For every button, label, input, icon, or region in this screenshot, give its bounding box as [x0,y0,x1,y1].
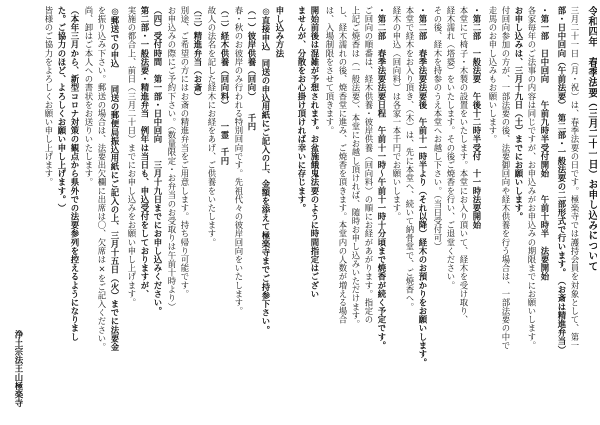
text-column: 別途、ご希望の方にはお斎の精進弁当をご用意します。持ち帰り可能です。 [180,6,190,299]
text-column: 尚、卸はご本人への書状をお送りいたします。 [84,6,94,187]
text-column: （四）受付時間 第一部・日中回向 三月十九日までにお申し込みください。 [153,6,163,316]
text-column: 付回向参加の方が、一部法要の後、法要御回向や経木供養を行う場合は、一部法要の中で [501,6,511,350]
text-column: 経木濡れ（塔婆）をいたします。その後ご焼香を行い、ご退堂ください。 [446,6,456,290]
text-column: （一）彼岸供養（回向） 千円 [247,6,257,131]
text-column: ご回向の順番は、経木供養・彼岸供養（回向料）の順にお経があがります。指定の [364,6,374,324]
text-column: ◎直接申込 同送の申込用紙にご記入の上、金額を添えて極楽寺までご持参下さい。 [261,6,271,335]
text-column: （二）経木供養（回向料） 一霊 千円 [220,6,230,166]
text-column: 第二部・一般法要・精進弁当 例年は当日も、申込受付をしておりますが、 [140,6,150,299]
document-title: 令和四年 春季法要（三月二十一日）お申し込みについて [586,6,597,272]
text-column: 三月二十一日（月・祝）は、春季法要の日です。極楽寺では護持会員を対象として、第一 [570,6,580,350]
text-column: ・第二部 春季法要法要後 午前十一時半より（それ以降）経木のお預かりをお願いします。 [418,6,428,367]
text-column: お申込みの際にご予約下さい。（数量限定・お弁当のお受取りは午前十時より） [167,6,177,312]
text-column: 本堂にて椅子・木製の設置をいたします。本堂にお入り頂いて、経木を受け取り、 [459,6,469,324]
section-heading: 申し込み方法 [275,6,285,58]
text-column: 経木の申込（回向料）は各家一本千円でお願いします。 [392,6,402,221]
text-column: 部・日中回向（午前法要） 第二部・一般法要の二部形式で行います。（お斎は精進弁当） [557,6,567,354]
text-column: 走馬のお申し込みもお願いします。 [488,6,498,144]
text-column: 各家毎年のご法事の内容は同じですが、お申込みがお申込みの期限までにお願いします。 [527,6,537,350]
text-column: 皆様のご協力をよろしくお願い申し上げます。 [44,6,54,187]
text-column: （三）精進弁当（お斎） [193,6,203,101]
text-column: お申し込みは、三月十九日（土）までにお願いします。 [514,6,524,221]
text-column: を振り込み下さい。郵送の場合は、法要出欠欄に出席は〇、欠席は×をご記入ください。 [97,6,107,352]
text-column: は、入場制限をさせて頂きます。 [325,6,335,135]
text-column: 春・秋のお彼岸のみ行われる特別回向です。先祖代々の彼岸回向をいたします。 [234,6,244,316]
text-column: 故人の法名を記した経木にお経をあげ、ご供養をいたします。 [207,6,217,247]
text-column: 本堂で経木をお入り頂き、（木）は、先に本堂へ、続いて納骨堂で、ご焼香へ。 [405,6,415,312]
text-column: ◎郵送での申込 同送の郵便局振込用紙にご記入の上、三月十五日（火）までに法要金 [110,6,120,352]
text-column: （本年三月から、新型コロナ対策の観点から県外での法要参列を控えるようになりまし [70,6,80,342]
text-column: ・第一部 日中回向 午前九時半受付開始 午前十時半 法要開始 [540,6,550,281]
text-column: その後、経木を持参のうえ本堂へお越し下さい。（当日受付可） [433,6,443,251]
text-column: 開始前後は混雑が予想されます。お盆施餓鬼法要のように時間指定はござい [310,6,320,299]
text-column: 上記ご焼香は（一般法要）、本堂にお越し頂ければ、随時お申し込みいただけます。 [351,6,361,329]
text-column: ませんが、分散をお心掛け頂ければ幸いに存じます。 [297,6,307,213]
text-column: た。ご協力のほど、よろしくお願い申し上げます。） [57,6,67,213]
signature: 浄土宗法王山極楽寺 [14,330,24,408]
text-column: ・第二部 春季法要法要日程 午前十一時～午前十一時十分頃まで焼香が続く予定です。 [377,6,387,350]
text-column: し、経木濡れの後、焼香堂に進み、ご焼香を頂きます。本堂内の人数が増える場合 [338,6,348,324]
text-column: ・第二部 一般法要 午後十二時半受付 十一時法要開始 [472,6,482,230]
text-column: 実施の都合上、前日（三月二十日）までにお申し込みをお願い申し上げます。 [127,6,137,307]
